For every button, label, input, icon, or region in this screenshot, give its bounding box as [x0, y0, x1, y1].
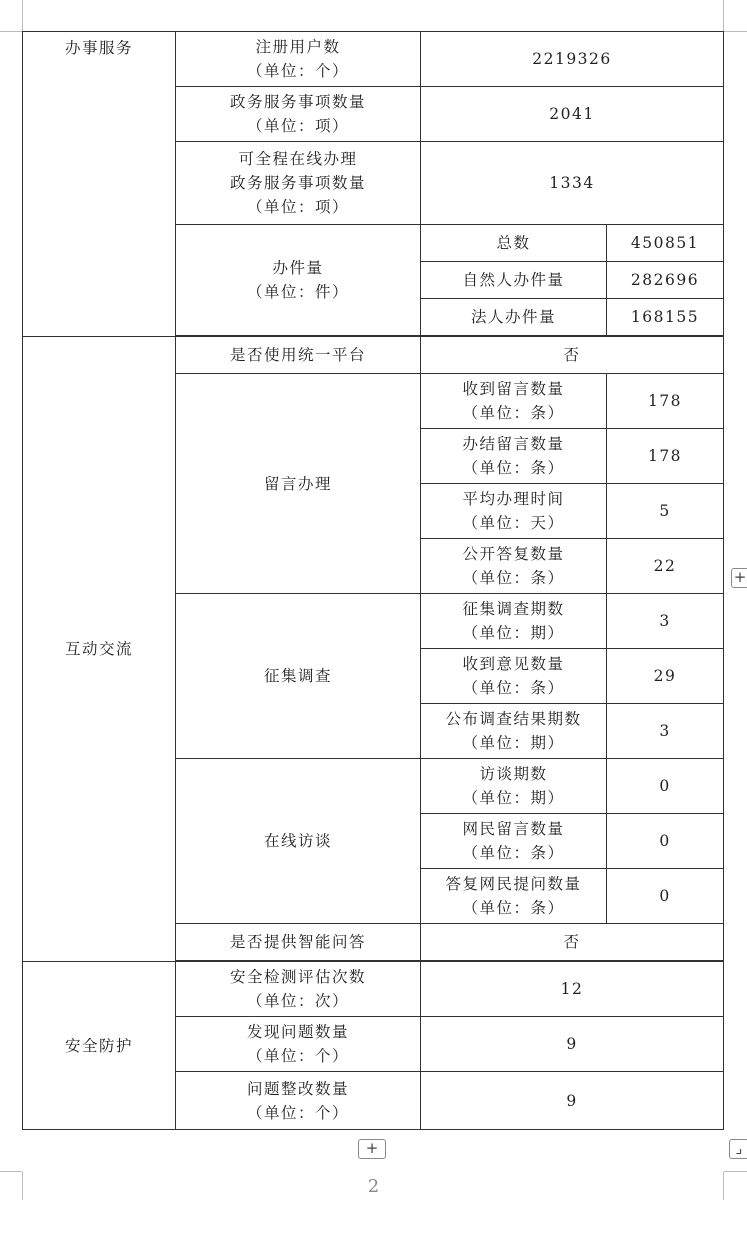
sub-label: 答复网民提问数量 （单位：条） [421, 869, 607, 924]
table-row [23, 337, 724, 374]
sub-label: 法人办件量 [421, 299, 607, 336]
crop-mark [0, 1171, 22, 1172]
value-cell: 3 [607, 594, 724, 649]
crop-mark [22, 0, 23, 31]
table-row [23, 962, 724, 1017]
value-cell: 0 [607, 869, 724, 924]
item-label: 是否使用统一平台 [176, 337, 421, 374]
item-label: 注册用户数 （单位：个） [176, 32, 421, 87]
sub-label: 办结留言数量 （单位：条） [421, 429, 607, 484]
crop-mark [723, 0, 724, 31]
category-cell: 互动交流 [23, 337, 176, 962]
value-cell: 29 [607, 649, 724, 704]
sub-label: 网民留言数量 （单位：条） [421, 814, 607, 869]
add-row-button[interactable]: + [358, 1139, 386, 1159]
group-label: 在线访谈 [176, 759, 421, 924]
value-cell: 282696 [607, 262, 724, 299]
sub-label: 自然人办件量 [421, 262, 607, 299]
group-label: 征集调查 [176, 594, 421, 759]
value-cell: 0 [607, 759, 724, 814]
statistics-table [22, 31, 724, 1130]
value-cell: 12 [421, 962, 724, 1017]
crop-mark [724, 31, 747, 32]
value-cell: 5 [607, 484, 724, 539]
sub-label: 公布调查结果期数 （单位：期） [421, 704, 607, 759]
sub-label: 征集调查期数 （单位：期） [421, 594, 607, 649]
value-cell: 9 [421, 1072, 724, 1130]
value-cell: 否 [421, 337, 724, 374]
sub-label: 公开答复数量 （单位：条） [421, 539, 607, 594]
group-label: 留言办理 [176, 374, 421, 594]
add-column-button[interactable]: + [731, 568, 747, 588]
value-cell: 0 [607, 814, 724, 869]
category-cell: 办事服务 [23, 32, 176, 337]
item-label: 政务服务事项数量 （单位：项） [176, 87, 421, 142]
item-label: 问题整改数量 （单位：个） [176, 1072, 421, 1130]
category-cell: 安全防护 [23, 962, 176, 1130]
value-cell: 22 [607, 539, 724, 594]
value-cell: 168155 [607, 299, 724, 336]
sub-label: 收到意见数量 （单位：条） [421, 649, 607, 704]
item-label: 发现问题数量 （单位：个） [176, 1017, 421, 1072]
value-cell: 2041 [421, 87, 724, 142]
value-cell: 178 [607, 374, 724, 429]
value-cell: 1334 [421, 142, 724, 225]
crop-mark [0, 31, 22, 32]
table-resize-handle[interactable]: ⌟ [729, 1139, 747, 1159]
sub-label: 总数 [421, 225, 607, 262]
page-number: 2 [367, 1176, 380, 1197]
value-cell: 2219326 [421, 32, 724, 87]
sub-label: 平均办理时间 （单位：天） [421, 484, 607, 539]
item-label: 安全检测评估次数 （单位：次） [176, 962, 421, 1017]
value-cell: 178 [607, 429, 724, 484]
value-cell: 450851 [607, 225, 724, 262]
sub-label: 访谈期数 （单位：期） [421, 759, 607, 814]
value-cell: 9 [421, 1017, 724, 1072]
value-cell: 3 [607, 704, 724, 759]
crop-mark [724, 1171, 747, 1172]
value-cell: 否 [421, 924, 724, 961]
item-label: 办件量 （单位：件） [176, 225, 421, 336]
sub-label: 收到留言数量 （单位：条） [421, 374, 607, 429]
table-row [23, 32, 724, 87]
item-label: 可全程在线办理 政务服务事项数量 （单位：项） [176, 142, 421, 225]
item-label: 是否提供智能问答 [176, 924, 421, 961]
